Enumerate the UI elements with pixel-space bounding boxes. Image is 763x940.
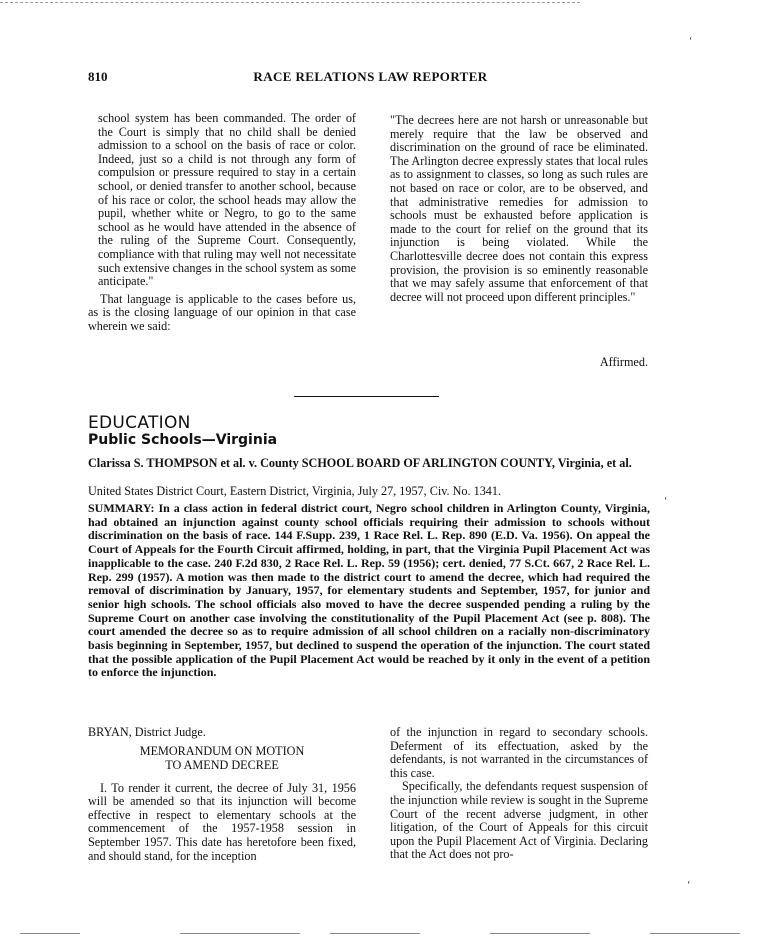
scan-border-bottom bbox=[180, 933, 300, 934]
scan-speck: ‘ bbox=[664, 496, 668, 507]
case-caption: Clarissa S. THOMPSON et al. v. County SCHOOL BOARD OF ARLINGTON COUNTY, Virginia, et al. bbox=[88, 456, 632, 470]
scan-border-bottom bbox=[20, 933, 80, 934]
section-subtitle: Public Schools—Virginia bbox=[88, 432, 278, 448]
judge-name: BRYAN, District Judge. bbox=[88, 725, 206, 739]
section-divider bbox=[294, 396, 439, 397]
quote-continuation-paragraph: school system has been commanded. The order of the Court is simply that no child shall be denied admission to a school on the basis of race or color. Indeed, just so a child is not through any form of compulsion or pressure required to stay in a certain school, or denied transfer to another school, because of his race or color, the school heads may allow the pupil, whether white or Negro, to go to the same school as he would have attended in the absence of the ruling of the Supreme Court. Consequently, compliance with that ruling may well not necessitate such extensive changes in the school system as some anticipate." bbox=[98, 111, 356, 289]
page-number: 810 bbox=[88, 69, 108, 84]
transition-paragraph: That language is applicable to the cases before us, as is the closing language of our opinion in that case wherein we said: bbox=[88, 291, 356, 333]
scan-speck: ‘ bbox=[689, 36, 693, 47]
scan-border-top bbox=[0, 2, 580, 3]
memorandum-heading bbox=[88, 744, 356, 772]
running-title: RACE RELATIONS LAW REPORTER bbox=[253, 69, 488, 84]
block-quote-paragraph: "The decrees here are not harsh or unreasonable but merely require that the law be observed and discrimination on the ground of race be eliminated. The Arlington decree expressly states that local rules as to assignment to classes, so long as such rules are not based on race or color, are to be observed, and that administrative remedies for admission to schools must be exhausted before application is made to the court for relief on the ground that its injunction is being violated. While the Charlottesville decree does not contain this express provision, the provision is so eminently reasonable that we may safely assume that enforcement of that decree will not proceed upon different principles." bbox=[390, 113, 648, 304]
section-title: EDUCATION bbox=[88, 413, 191, 433]
scan-border-bottom bbox=[330, 933, 420, 934]
opinion-right-column bbox=[390, 726, 648, 862]
memo-heading-line-1: MEMORANDUM ON MOTION bbox=[139, 743, 305, 758]
case-summary: SUMMARY: In a class action in federal district court, Negro school children in Arlington County, Virginia, had obtained an injunction against county school officials requiring their admission to schools without discrimination on the basis of race. 144 F.Supp. 239, 1 Race Rel. L. Rep. 890 (E.D. Va. 1956). On appeal the Court of Appeals for the Fourth Circuit affirmed, holding, in part, that the Virginia Pupil Placement Act was inapplicable to the case. 240 F.2d 830, 2 Race Rel. L. Rep. 59 (1956); cert. denied, 77 S.Ct. 667, 2 Race Rel. L. Rep. 299 (1957). A motion was then made to the district court to amend the decree, which had required the removal of discrimination by January, 1957, for elementary students and September, 1957, for junior and senior high schools. The school officials also moved to have the decree suspended pending a ruling by the Supreme Court on another case involving the constitutionality of the Pupil Placement Act (see p. 808). The court amended the decree so as to require admission of all school children on a racially non-discriminatory basis beginning in September, 1957, but declined to suspend the operation of the injunction. The court stated that the possible application of the Pupil Placement Act would be reached by it only in the event of a petition to enforce the injunction. bbox=[88, 501, 650, 680]
opinion-paragraph-2: Specifically, the defendants request suspension of the injunction while review is sought in the Supreme Court of the recent adverse judgment, in other litigation, of the Court of Appeals for this circuit upon the Pupil Placement Act of Virginia. Declaring that the Act does not pro- bbox=[390, 779, 648, 862]
scan-speck: ‘ bbox=[687, 880, 691, 891]
opinion-left-column bbox=[88, 726, 356, 863]
scan-border-bottom bbox=[650, 933, 740, 934]
top-left-column bbox=[88, 112, 356, 334]
running-header bbox=[88, 69, 653, 87]
opinion-paragraph-1-continued: of the injunction in regard to secondary schools. Deferment of its effectuation, asked by the defendants, is not warranted in the circumstances of this case. bbox=[390, 725, 648, 780]
top-right-column bbox=[390, 114, 648, 304]
scan-border-bottom bbox=[490, 933, 590, 934]
court-line: United States District Court, Eastern District, Virginia, July 27, 1957, Civ. No. 1341. bbox=[88, 484, 502, 498]
memo-heading-line-2: TO AMEND DECREE bbox=[165, 757, 279, 772]
disposition-affirmed: Affirmed. bbox=[599, 355, 648, 369]
opinion-paragraph-1: I. To render it current, the decree of July 31, 1956 will be amended so that its injunction will become effective in respect to elementary schools at the commencement of the 1957-1958 session in September 1957. This date has heretofore been fixed, and should stand, for the inception bbox=[88, 780, 356, 863]
